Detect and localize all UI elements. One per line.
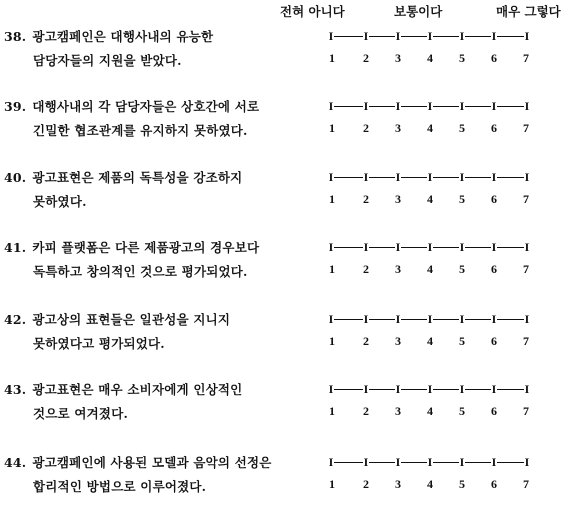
scale-option-7[interactable]: 7 — [523, 334, 529, 348]
scale-tick-6: I — [491, 312, 497, 326]
scale-line-segment — [497, 36, 524, 37]
question-text-line-1: 광고표현은 제품의 독특성을 강조하지 — [32, 170, 243, 185]
scale-option-5[interactable]: 5 — [459, 121, 465, 135]
likert-scale — [0, 310, 572, 370]
scale-line-segment — [369, 389, 395, 390]
scale-tick-7: I — [524, 382, 530, 396]
question-text-line-2: 못하였다. — [33, 194, 87, 209]
scale-line-segment — [465, 319, 491, 320]
scale-tick-1: I — [328, 99, 334, 113]
scale-header-mid: 보통이다 — [394, 4, 443, 19]
scale-tick-7: I — [524, 29, 530, 43]
scale-option-4[interactable]: 4 — [427, 334, 433, 348]
scale-line-segment — [433, 36, 459, 37]
scale-line-segment — [465, 462, 491, 463]
question-text-line-2: 합리적인 방법으로 이루어졌다. — [33, 479, 207, 494]
question-number: 42. — [4, 312, 27, 327]
likert-scale — [0, 27, 572, 87]
scale-line-segment — [369, 36, 395, 37]
question-number: 43. — [4, 382, 27, 397]
scale-option-7[interactable]: 7 — [523, 262, 529, 276]
scale-line-segment — [334, 177, 363, 178]
scale-option-1[interactable]: 1 — [329, 51, 335, 65]
question-item — [0, 97, 572, 157]
question-item — [0, 238, 572, 298]
scale-line-segment — [401, 106, 427, 107]
question-text-line-1: 광고캠페인에 사용된 모델과 음악의 선정은 — [32, 455, 272, 470]
scale-option-2[interactable]: 2 — [363, 51, 369, 65]
scale-header-low: 전혀 아니다 — [280, 4, 345, 19]
scale-option-2[interactable]: 2 — [363, 121, 369, 135]
scale-tick-1: I — [328, 312, 334, 326]
scale-tick-2: I — [363, 170, 369, 184]
likert-scale — [0, 453, 572, 513]
scale-tick-6: I — [491, 240, 497, 254]
scale-option-3[interactable]: 3 — [395, 404, 401, 418]
question-number: 38. — [4, 29, 27, 44]
scale-line-segment — [334, 462, 363, 463]
scale-line-segment — [334, 389, 363, 390]
scale-option-2[interactable]: 2 — [363, 262, 369, 276]
scale-option-2[interactable]: 2 — [363, 404, 369, 418]
scale-line-segment — [465, 389, 491, 390]
scale-tick-1: I — [328, 29, 334, 43]
scale-option-6[interactable]: 6 — [491, 192, 497, 206]
scale-tick-4: I — [427, 99, 433, 113]
scale-option-5[interactable]: 5 — [459, 477, 465, 491]
scale-tick-4: I — [427, 170, 433, 184]
likert-scale — [0, 97, 572, 157]
scale-option-7[interactable]: 7 — [523, 121, 529, 135]
scale-tick-5: I — [459, 29, 465, 43]
scale-option-3[interactable]: 3 — [395, 477, 401, 491]
scale-line-segment — [433, 177, 459, 178]
scale-line-segment — [465, 106, 491, 107]
scale-line-segment — [369, 462, 395, 463]
question-text-line-2: 것으로 여겨졌다. — [33, 406, 129, 421]
scale-option-7[interactable]: 7 — [523, 51, 529, 65]
scale-tick-1: I — [328, 240, 334, 254]
likert-scale — [0, 238, 572, 298]
scale-tick-7: I — [524, 240, 530, 254]
question-text-line-2: 긴밀한 협조관계를 유지하지 못하였다. — [33, 123, 248, 138]
scale-line-segment — [334, 319, 363, 320]
scale-option-3[interactable]: 3 — [395, 121, 401, 135]
scale-option-1[interactable]: 1 — [329, 262, 335, 276]
scale-option-1[interactable]: 1 — [329, 334, 335, 348]
scale-line-segment — [433, 389, 459, 390]
scale-option-4[interactable]: 4 — [427, 51, 433, 65]
scale-tick-4: I — [427, 312, 433, 326]
scale-tick-3: I — [395, 99, 401, 113]
scale-line-segment — [465, 177, 491, 178]
scale-tick-2: I — [363, 312, 369, 326]
scale-option-5[interactable]: 5 — [459, 404, 465, 418]
scale-tick-1: I — [328, 382, 334, 396]
scale-line-segment — [369, 319, 395, 320]
scale-tick-6: I — [491, 170, 497, 184]
question-text-line-1: 카피 플랫폼은 다른 제품광고의 경우보다 — [32, 240, 260, 255]
scale-option-2[interactable]: 2 — [363, 192, 369, 206]
question-number: 40. — [4, 170, 27, 185]
scale-tick-7: I — [524, 99, 530, 113]
scale-option-7[interactable]: 7 — [523, 477, 529, 491]
scale-option-5[interactable]: 5 — [459, 192, 465, 206]
question-text-line-1: 광고캠페인은 대행사내의 유능한 — [32, 29, 214, 44]
scale-tick-1: I — [328, 455, 334, 469]
scale-line-segment — [401, 319, 427, 320]
scale-option-4[interactable]: 4 — [427, 477, 433, 491]
scale-option-5[interactable]: 5 — [459, 51, 465, 65]
scale-option-3[interactable]: 3 — [395, 51, 401, 65]
likert-scale — [0, 380, 572, 440]
scale-line-segment — [334, 36, 363, 37]
scale-line-segment — [465, 36, 491, 37]
scale-tick-6: I — [491, 455, 497, 469]
scale-tick-6: I — [491, 99, 497, 113]
scale-option-5[interactable]: 5 — [459, 334, 465, 348]
scale-tick-3: I — [395, 29, 401, 43]
scale-option-1[interactable]: 1 — [329, 192, 335, 206]
scale-option-4[interactable]: 4 — [427, 121, 433, 135]
scale-option-4[interactable]: 4 — [427, 192, 433, 206]
scale-tick-6: I — [491, 382, 497, 396]
scale-tick-5: I — [459, 170, 465, 184]
question-text-line-1: 대행사내의 각 담당자들은 상호간에 서로 — [32, 99, 260, 114]
scale-option-4[interactable]: 4 — [427, 262, 433, 276]
question-number: 44. — [4, 455, 27, 470]
scale-line-segment — [433, 319, 459, 320]
scale-line-segment — [497, 247, 524, 248]
scale-tick-3: I — [395, 312, 401, 326]
scale-line-segment — [401, 462, 427, 463]
scale-line-segment — [369, 177, 395, 178]
scale-option-6[interactable]: 6 — [491, 477, 497, 491]
scale-option-1[interactable]: 1 — [329, 404, 335, 418]
scale-line-segment — [465, 247, 491, 248]
scale-option-1[interactable]: 1 — [329, 121, 335, 135]
scale-option-7[interactable]: 7 — [523, 192, 529, 206]
scale-header-high: 매우 그렇다 — [496, 4, 561, 19]
scale-line-segment — [334, 106, 363, 107]
scale-option-6[interactable]: 6 — [491, 404, 497, 418]
scale-option-4[interactable]: 4 — [427, 404, 433, 418]
scale-line-segment — [401, 36, 427, 37]
scale-tick-7: I — [524, 455, 530, 469]
scale-tick-3: I — [395, 240, 401, 254]
scale-tick-5: I — [459, 455, 465, 469]
scale-tick-2: I — [363, 382, 369, 396]
scale-tick-7: I — [524, 170, 530, 184]
question-number: 39. — [4, 99, 27, 114]
scale-line-segment — [369, 106, 395, 107]
question-item — [0, 380, 572, 440]
scale-line-segment — [497, 462, 524, 463]
scale-line-segment — [334, 247, 363, 248]
scale-tick-1: I — [328, 170, 334, 184]
question-text-line-2: 못하였다고 평가되었다. — [33, 336, 165, 351]
scale-tick-7: I — [524, 312, 530, 326]
scale-option-1[interactable]: 1 — [329, 477, 335, 491]
scale-tick-4: I — [427, 382, 433, 396]
scale-tick-2: I — [363, 29, 369, 43]
scale-line-segment — [401, 177, 427, 178]
scale-tick-4: I — [427, 29, 433, 43]
question-item — [0, 310, 572, 370]
scale-tick-5: I — [459, 312, 465, 326]
question-text-line-2: 담당자들의 지원을 받았다. — [33, 53, 182, 68]
scale-option-6[interactable]: 6 — [491, 334, 497, 348]
scale-line-segment — [497, 319, 524, 320]
scale-option-3[interactable]: 3 — [395, 262, 401, 276]
scale-line-segment — [433, 247, 459, 248]
scale-option-3[interactable]: 3 — [395, 334, 401, 348]
scale-option-6[interactable]: 6 — [491, 262, 497, 276]
scale-tick-3: I — [395, 170, 401, 184]
scale-option-5[interactable]: 5 — [459, 262, 465, 276]
scale-line-segment — [497, 389, 524, 390]
scale-tick-3: I — [395, 382, 401, 396]
scale-tick-3: I — [395, 455, 401, 469]
scale-tick-5: I — [459, 99, 465, 113]
question-item — [0, 27, 572, 87]
scale-line-segment — [497, 106, 524, 107]
scale-tick-2: I — [363, 240, 369, 254]
question-item — [0, 168, 572, 228]
question-text-line-2: 독특하고 창의적인 것으로 평가되었다. — [33, 264, 248, 279]
scale-option-3[interactable]: 3 — [395, 192, 401, 206]
scale-line-segment — [369, 247, 395, 248]
scale-line-segment — [433, 106, 459, 107]
scale-tick-2: I — [363, 455, 369, 469]
scale-tick-6: I — [491, 29, 497, 43]
scale-line-segment — [401, 247, 427, 248]
scale-option-2[interactable]: 2 — [363, 477, 369, 491]
scale-tick-4: I — [427, 455, 433, 469]
scale-option-6[interactable]: 6 — [491, 51, 497, 65]
question-item — [0, 453, 572, 513]
scale-tick-5: I — [459, 382, 465, 396]
question-text-line-1: 광고표현은 매우 소비자에게 인상적인 — [32, 382, 243, 397]
scale-option-7[interactable]: 7 — [523, 404, 529, 418]
scale-option-6[interactable]: 6 — [491, 121, 497, 135]
scale-line-segment — [433, 462, 459, 463]
scale-option-2[interactable]: 2 — [363, 334, 369, 348]
scale-line-segment — [497, 177, 524, 178]
scale-tick-5: I — [459, 240, 465, 254]
question-number: 41. — [4, 240, 27, 255]
scale-tick-4: I — [427, 240, 433, 254]
question-text-line-1: 광고상의 표현들은 일관성을 지니지 — [32, 312, 231, 327]
scale-tick-2: I — [363, 99, 369, 113]
scale-line-segment — [401, 389, 427, 390]
likert-scale — [0, 168, 572, 228]
